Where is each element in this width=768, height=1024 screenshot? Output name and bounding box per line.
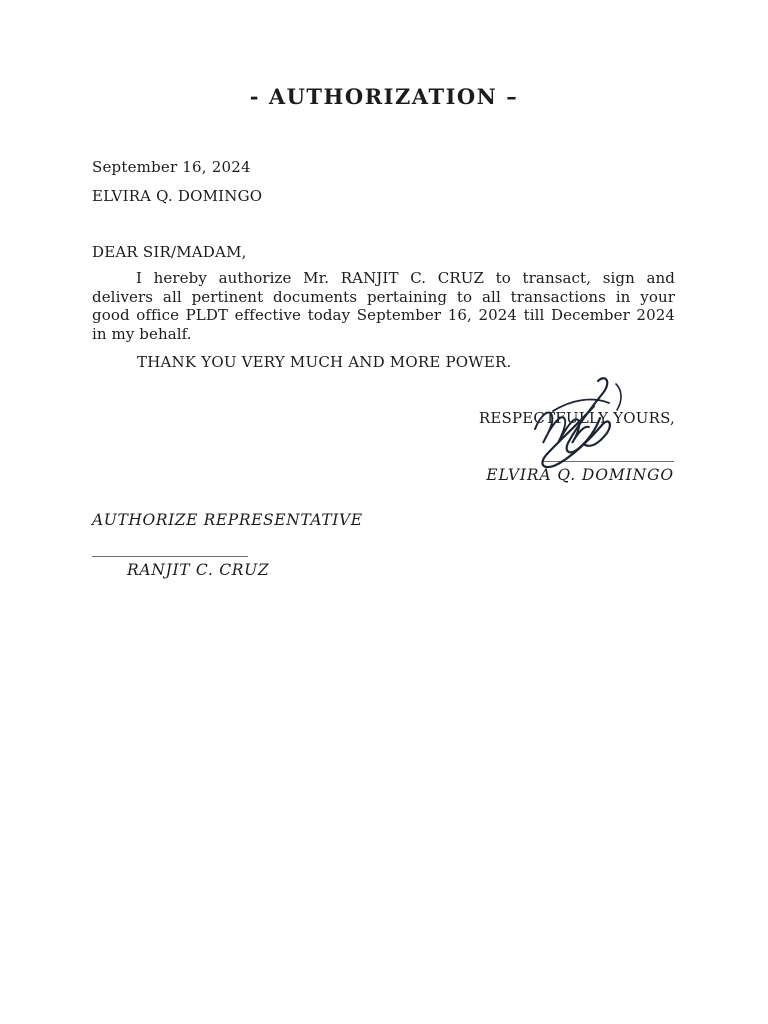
signatory-name: ELVIRA Q. DOMINGO <box>486 466 674 484</box>
thanks-line: THANK YOU VERY MUCH AND MORE POWER. <box>137 353 512 371</box>
representative-signature-line <box>92 556 248 557</box>
representative-label: AUTHORIZE REPRESENTATIVE <box>92 511 363 529</box>
closing-salutation: RESPECTFULLY YOURS, <box>478 409 675 427</box>
body-line: in my behalf. <box>92 324 192 343</box>
handwritten-signature-icon <box>523 376 639 472</box>
letter-date: September 16, 2024 <box>92 158 251 176</box>
body-line: good office PLDT effective today September 16, 2024 till December 2024 <box>92 306 675 325</box>
body-paragraph <box>92 269 675 343</box>
body-line: I hereby authorize Mr. RANJIT C. CRUZ to transact, sign and <box>136 269 675 287</box>
representative-name: RANJIT C. CRUZ <box>127 561 270 579</box>
body-line: delivers all pertinent documents pertaining to all transactions in your <box>92 287 675 306</box>
document-title: - AUTHORIZATION – <box>249 84 519 109</box>
sender-name: ELVIRA Q. DOMINGO <box>92 187 263 205</box>
salutation: DEAR SIR/MADAM, <box>92 243 247 261</box>
